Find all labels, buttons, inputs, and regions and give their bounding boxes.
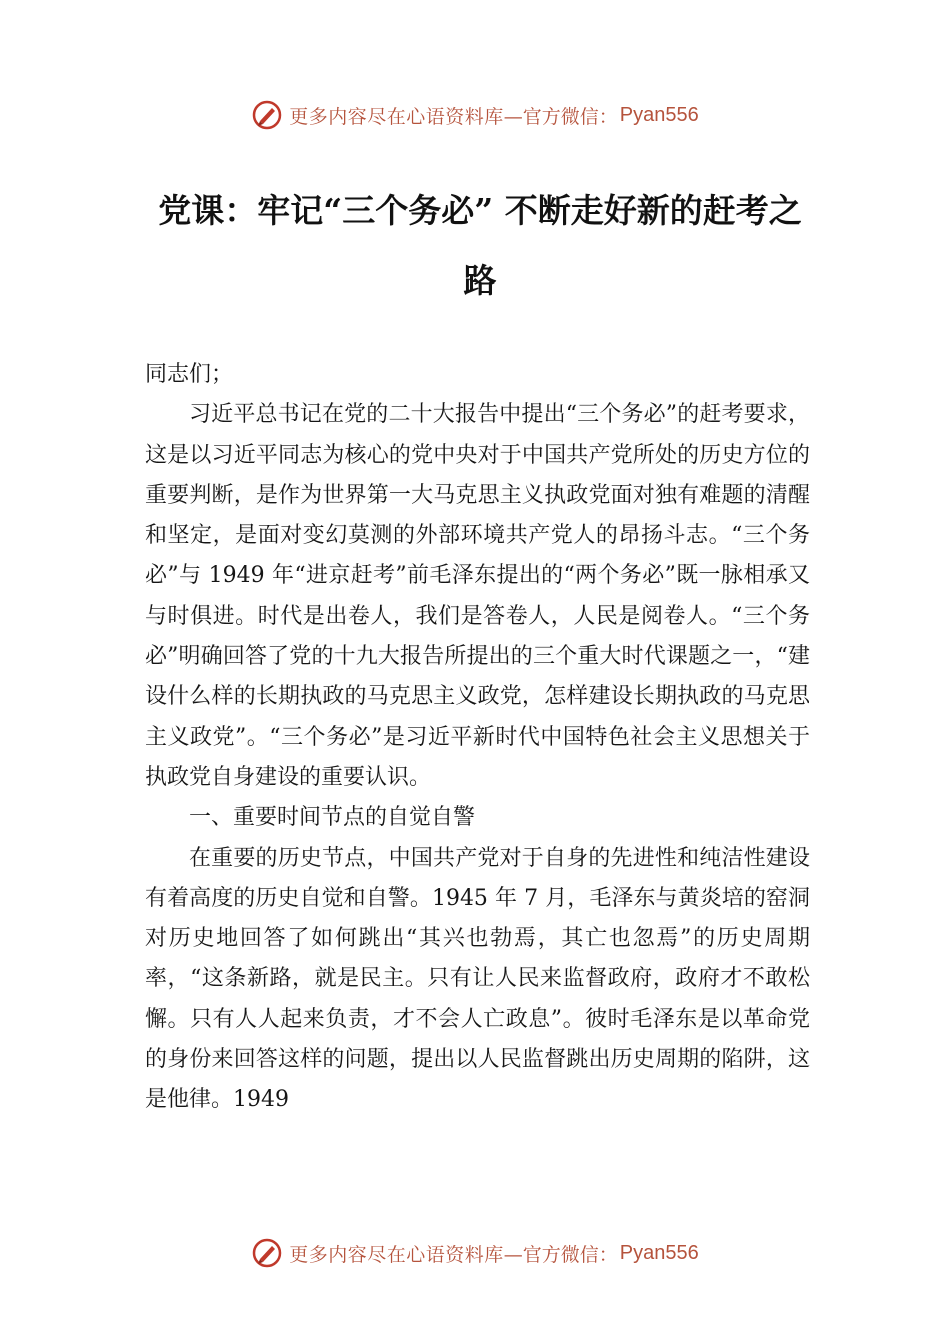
document-body [145, 355, 810, 1121]
watermark-brand: 更多内容尽在心语资料库 [289, 105, 504, 128]
bottom-watermark-banner [0, 1233, 950, 1273]
watermark-separator: —官方微信： [503, 105, 618, 128]
pen-logo-icon [251, 99, 283, 131]
watermark-handle: Pyan556 [619, 1241, 699, 1264]
watermark-handle: Pyan556 [619, 103, 699, 126]
document-title: 党课：牢记“三个务必” 不断走好新的赶考之路 [158, 191, 802, 300]
section-paragraph-1: 在重要的历史节点，中国共产党对于自身的先进性和纯洁性建设有着高度的历史自觉和自警。1945 年 7 月，毛泽东与黄炎培的窑洞对历史地回答了如何跳出“其兴也勃焉，其亡也忽焉”的历史周期率，“这条新路，就是民主。只有让人民来监督政府，政府才不敢松懈。只有人人起来负责，才不会人亡政息”。彼时毛泽东是以革命党的身份来回答这样的问题，提出以人民监督跳出历史周期的陷阱，这是他律。1949 [145, 845, 810, 1113]
greeting: 同志们； [145, 362, 234, 387]
watermark-separator: —官方微信： [503, 1243, 618, 1266]
top-watermark-banner [0, 95, 950, 135]
section-heading: 一、重要时间节点的自觉自警 [189, 805, 476, 831]
watermark-brand: 更多内容尽在心语资料库 [289, 1243, 504, 1266]
paragraph-1: 习近平总书记在党的二十大报告中提出“三个务必”的赶考要求，这是以习近平同志为核心的党中央对于中国共产党所处的历史方位的重要判断，是作为世界第一大马克思主义执政党面对独有难题的清醒和坚定，是面对变幻莫测的外部环境共产党人的昂扬斗志。“三个务必”与 1949 年“进京赶考”前毛泽东提出的“两个务必”既一脉相承又与时俱进。时代是出卷人，我们是答卷人，人民是阅卷人。“三个务必”明确回答了党的十九大报告所提出的三个重大时代课题之一，“建设什么样的长期执政的马克思主义政党，怎样建设长期执政的马克思主义政党”。“三个务必”是习近平新时代中国特色社会主义思想关于执政党自身建设的重要认识。 [145, 402, 810, 790]
pen-logo-icon [251, 1237, 283, 1269]
